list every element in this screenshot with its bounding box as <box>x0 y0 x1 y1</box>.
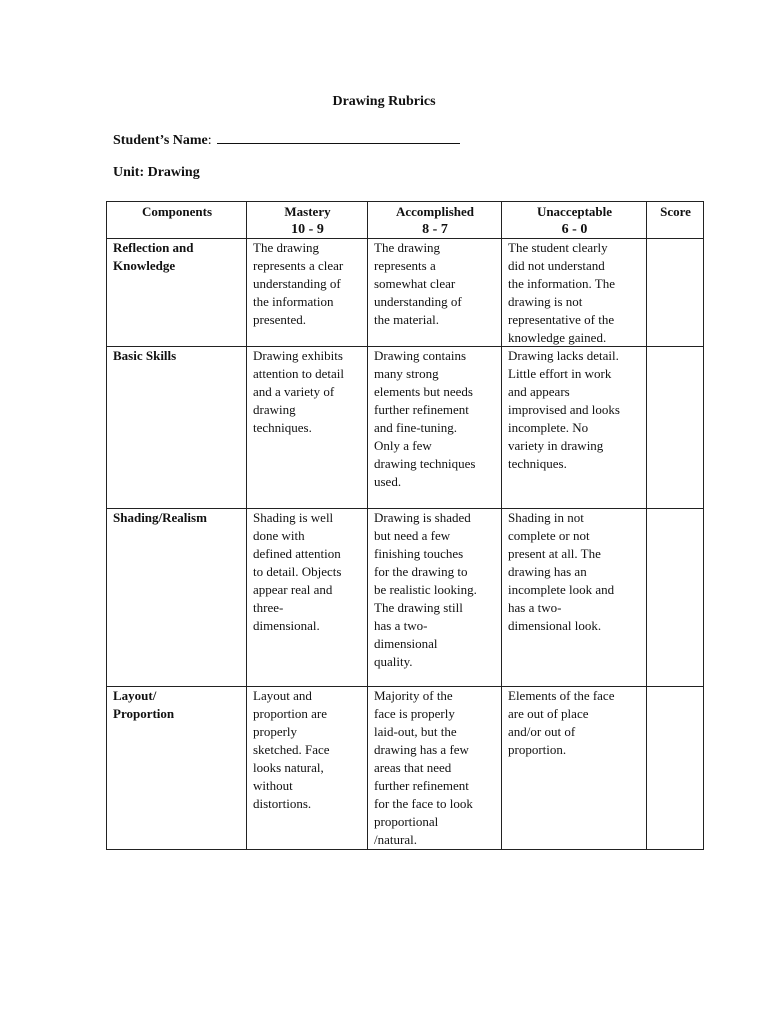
accomplished-cell: Drawing is shaded but need a few finishing touches for the drawing to be realistic looking. The drawing still has a two- dimensional quality. <box>368 509 502 687</box>
unacceptable-cell: Shading in not complete or not present at all. The drawing has an incomplete look and has a two- dimensional look. <box>502 509 647 687</box>
unacceptable-cell: Elements of the face are out of place and/or out of proportion. <box>502 687 647 849</box>
table-row-basic-skills <box>107 347 704 509</box>
mastery-cell: The drawing represents a clear understanding of the information presented. <box>247 239 368 347</box>
mastery-cell: Layout and proportion are properly sketched. Face looks natural, without distortions. <box>247 687 368 849</box>
score-cell[interactable] <box>647 509 704 687</box>
component-cell: Reflection and Knowledge <box>107 239 247 347</box>
header-accomplished-range: 8 - 7 <box>422 221 448 237</box>
unacceptable-cell: The student clearly did not understand the information. The drawing is not representative of the knowledge gained. <box>502 239 647 347</box>
student-name-row <box>113 129 460 149</box>
header-mastery-label: Mastery <box>284 204 331 219</box>
header-accomplished <box>368 202 502 239</box>
table-row-layout <box>107 687 704 849</box>
student-name-label: Student’s Name <box>113 133 208 148</box>
header-components: Components <box>107 202 247 239</box>
mastery-cell: Shading is well done with defined attention to detail. Objects appear real and three- dimensional. <box>247 509 368 687</box>
table-header-row <box>107 202 704 239</box>
table-row-shading <box>107 509 704 687</box>
document-title: Drawing Rubrics <box>332 94 436 109</box>
score-cell[interactable] <box>647 687 704 849</box>
score-cell[interactable] <box>647 347 704 509</box>
header-unacceptable-label: Unacceptable <box>536 204 613 219</box>
header-unacceptable-range: 6 - 0 <box>561 221 588 237</box>
component-cell: Shading/Realism <box>107 509 247 687</box>
table-row-reflection <box>107 239 704 347</box>
accomplished-cell: Majority of the face is properly laid-out, but the drawing has a few areas that need further refinement for the face to look proportional /natural. <box>368 687 502 849</box>
unacceptable-cell: Drawing lacks detail. Little effort in work and appears improvised and looks incomplete. No variety in drawing techniques. <box>502 347 647 509</box>
score-cell[interactable] <box>647 239 704 347</box>
accomplished-cell: Drawing contains many strong elements but needs further refinement and fine-tuning. Only a few drawing techniques used. <box>368 347 502 509</box>
accomplished-cell: The drawing represents a somewhat clear understanding of the material. <box>368 239 502 347</box>
header-unacceptable <box>502 202 647 239</box>
header-score: Score <box>647 202 704 239</box>
header-accomplished-label: Accomplished <box>396 204 474 219</box>
header-mastery-range: 10 - 9 <box>291 221 324 237</box>
unit-label: Unit: Drawing <box>113 165 200 180</box>
header-mastery <box>247 202 368 239</box>
rubric-table <box>106 201 704 850</box>
student-name-colon: : <box>207 133 212 148</box>
student-name-field[interactable] <box>217 129 460 144</box>
component-cell: Layout/ Proportion <box>107 687 247 849</box>
component-cell: Basic Skills <box>107 347 247 509</box>
mastery-cell: Drawing exhibits attention to detail and a variety of drawing techniques. <box>247 347 368 509</box>
